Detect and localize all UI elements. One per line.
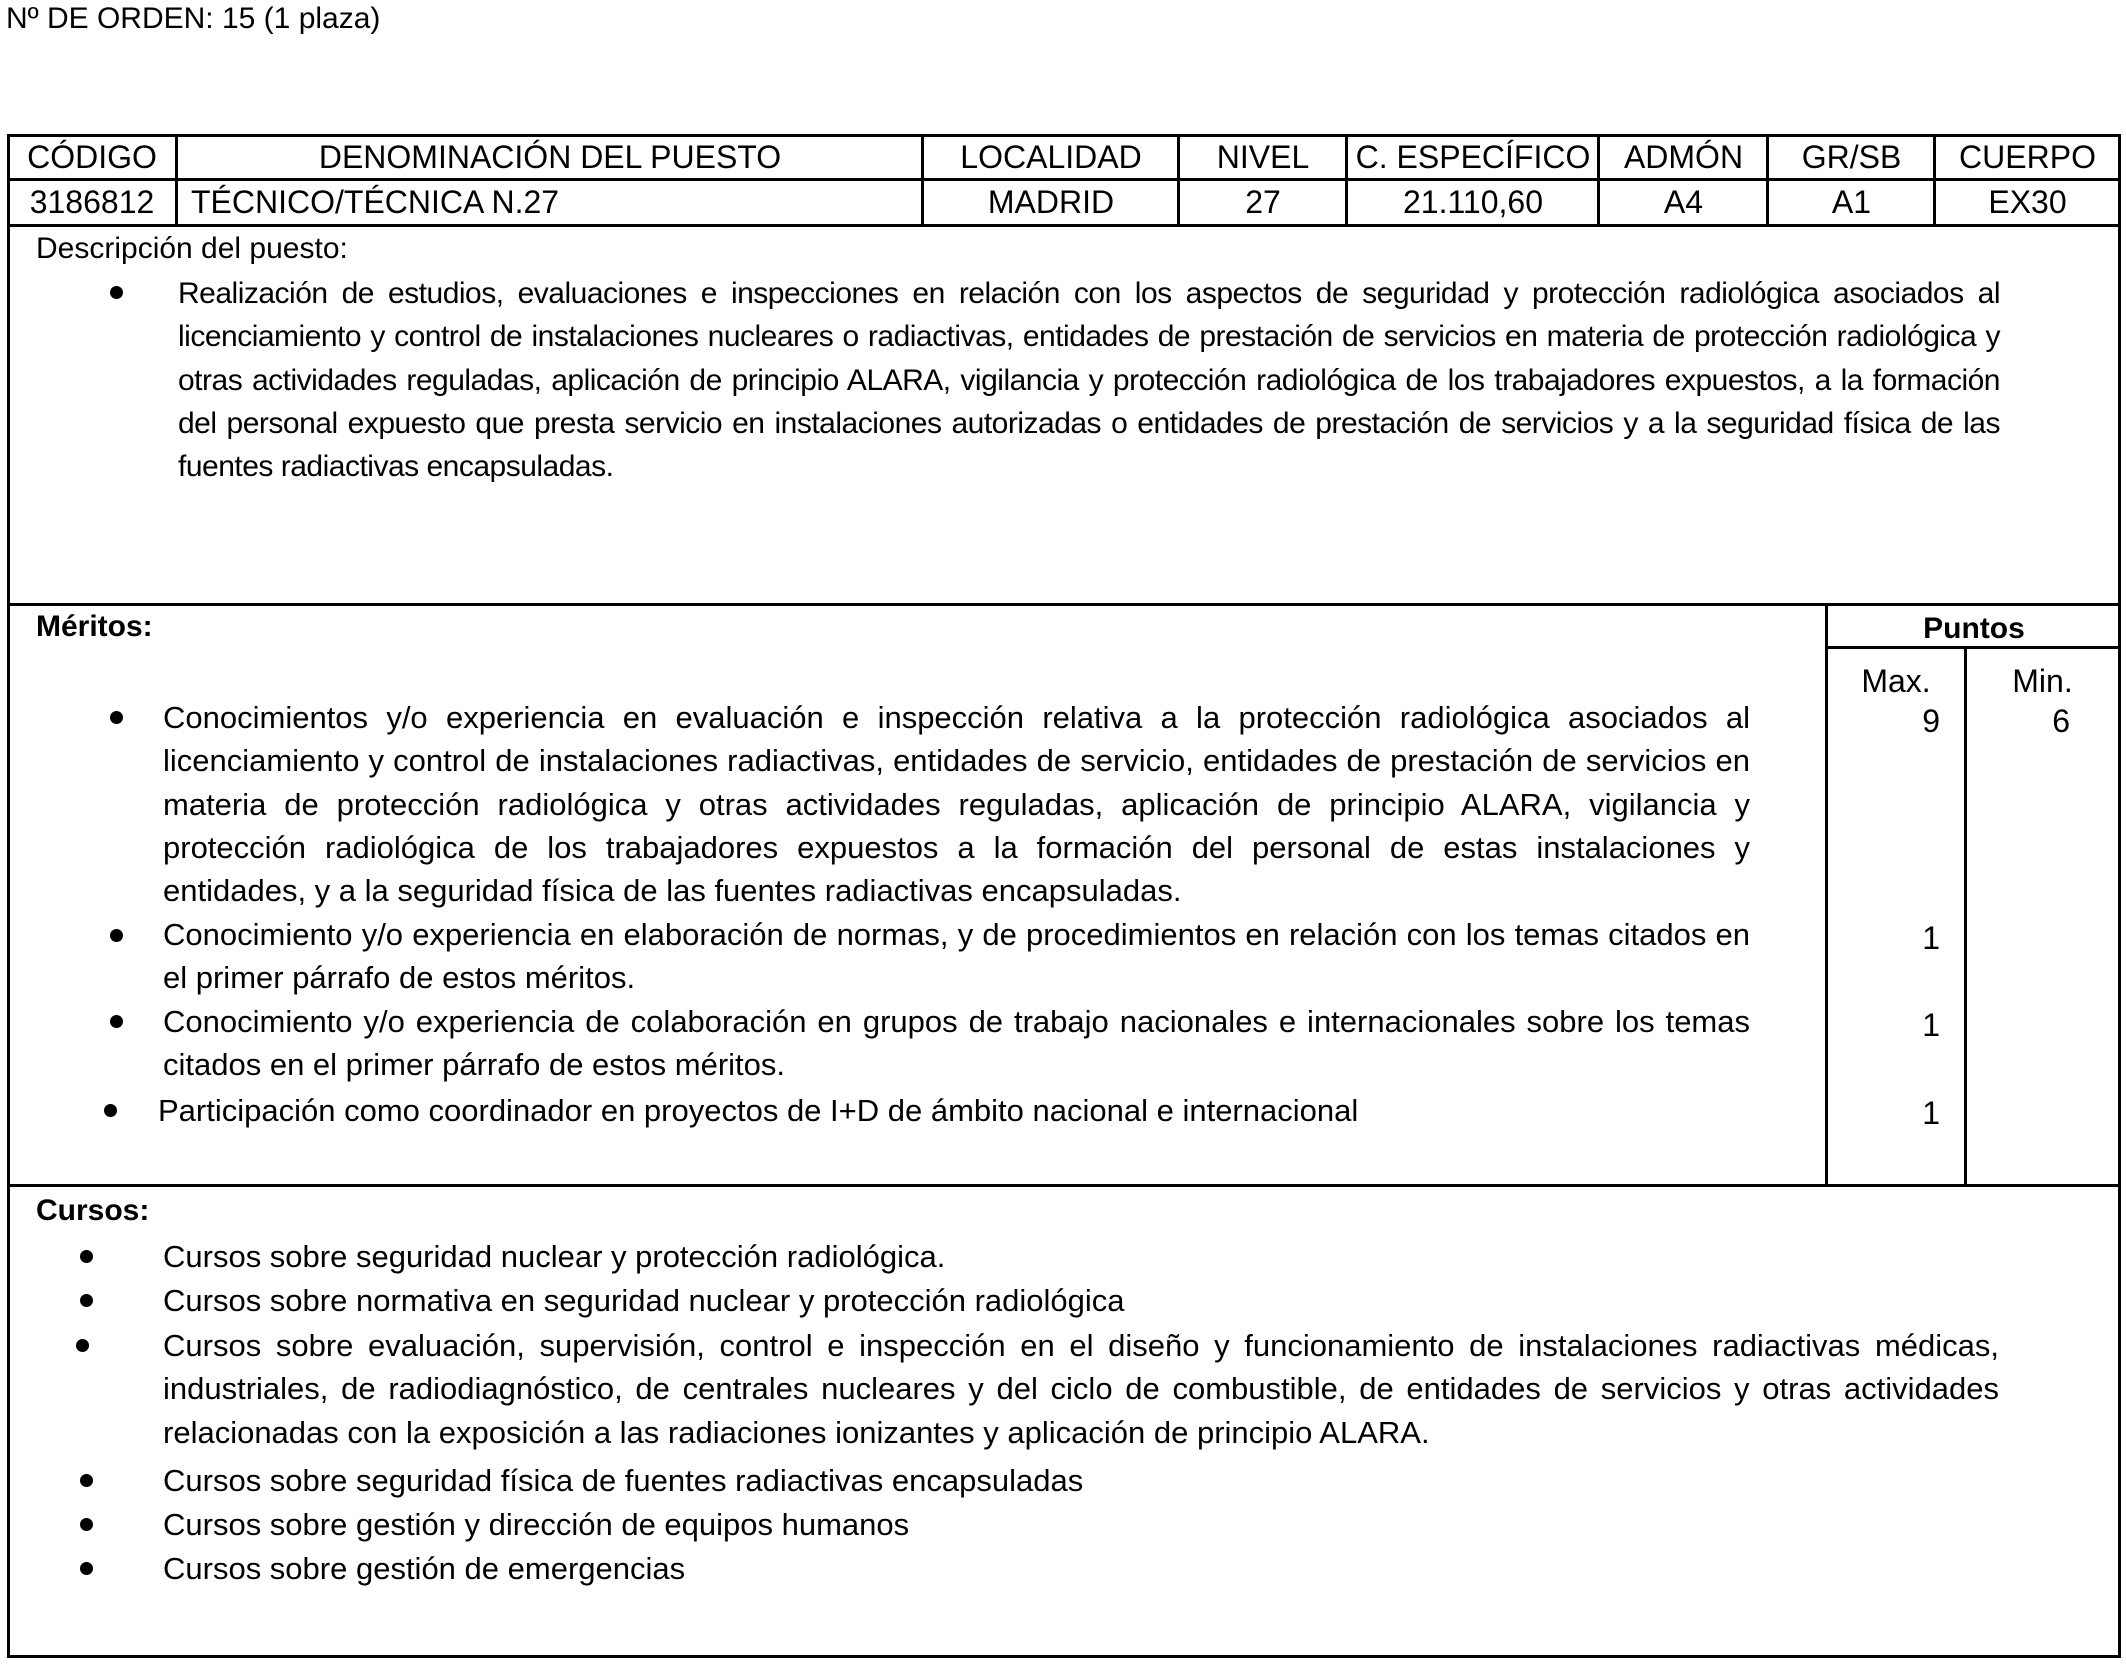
bullet-icon — [110, 711, 123, 724]
bullet-icon — [110, 929, 123, 942]
cell-c-especifico: 21.110,60 — [1403, 184, 1543, 220]
curso-item: Cursos sobre seguridad nuclear y protección radiológica. — [163, 1239, 946, 1274]
merito-max: 1 — [1922, 920, 1940, 956]
meritos-title: Méritos: — [36, 610, 153, 643]
header-cuerpo: CUERPO — [1959, 139, 2096, 175]
max-label: Max. — [1861, 663, 1931, 699]
max-min-divider — [1964, 646, 1967, 1187]
cell-denominacion: TÉCNICO/TÉCNICA N.27 — [191, 184, 560, 220]
merito-max: 1 — [1922, 1007, 1940, 1043]
merito-max: 1 — [1922, 1095, 1940, 1131]
bullet-icon — [80, 1250, 93, 1263]
descripcion-bottom-divider — [7, 603, 2121, 606]
header-denominacion: DENOMINACIÓN DEL PUESTO — [318, 139, 782, 175]
orden-number: Nº DE ORDEN: 15 (1 plaza) — [6, 2, 381, 35]
merito-min: 6 — [2052, 703, 2070, 739]
puntos-label: Puntos — [1923, 612, 2025, 645]
bullet-icon — [80, 1294, 93, 1307]
header-nivel: NIVEL — [1216, 139, 1310, 175]
descripcion-title: Descripción del puesto: — [36, 232, 348, 265]
merito-max: 9 — [1922, 703, 1940, 739]
header-grsb: GR/SB — [1801, 139, 1902, 175]
cell-codigo: 3186812 — [29, 184, 155, 220]
header-localidad: LOCALIDAD — [960, 139, 1142, 175]
curso-item: Cursos sobre seguridad física de fuentes radiactivas encapsuladas — [163, 1463, 1084, 1498]
meritos-bottom-divider — [7, 1184, 2121, 1187]
table-bottom-border — [7, 1655, 2121, 1658]
cursos-title: Cursos: — [36, 1194, 150, 1227]
table-left-border — [7, 134, 10, 1658]
table-right-border — [2118, 134, 2121, 1658]
bullet-icon — [80, 1518, 93, 1531]
bullet-icon — [80, 1474, 93, 1487]
cell-admon: A4 — [1663, 184, 1704, 220]
curso-item: Cursos sobre gestión de emergencias — [163, 1551, 686, 1586]
merito-item: Participación como coordinador en proyectos de I+D de ámbito nacional e internacional — [158, 1093, 1359, 1128]
merito-item: Conocimiento y/o experiencia en elaboración de normas, y de procedimientos en relación con los temas citados en el primer párrafo de estos méritos. — [163, 917, 1750, 996]
cell-grsb: A1 — [1831, 184, 1872, 220]
merito-item: Conocimientos y/o experiencia en evaluación e inspección relativa a la protección radiológica asociados al licenciamiento y control de instalaciones radiactivas, entidades de servicio, entidades de prestación de servicios en materia de protección radiológica y otras actividades reguladas, aplicación de principio ALARA, vigilancia y protección radiológica de los trabajadores expuestos a la formación del personal de estas instalaciones y entidades, y a la seguridad física de las fuentes radiactivas encapsuladas. — [163, 700, 1750, 909]
bullet-icon — [76, 1339, 89, 1352]
curso-item: Cursos sobre evaluación, supervisión, control e inspección en el diseño y funcionamiento de instalaciones radiactivas médicas, industriales, de radiodiagnóstico, de centrales nucleares y del ciclo de combustible, de entidades de servicios y otras actividades relacionadas con la exposición a las radiaciones ionizantes y aplicación de principio ALARA. — [163, 1328, 1999, 1450]
bullet-icon — [110, 286, 123, 299]
header-admon: ADMÓN — [1623, 139, 1744, 175]
bullet-icon — [80, 1562, 93, 1575]
data-row-divider — [7, 224, 2121, 227]
header-c-especifico: C. ESPECÍFICO — [1355, 139, 1591, 175]
curso-item: Cursos sobre gestión y dirección de equipos humanos — [163, 1507, 910, 1542]
descripcion-item: Realización de estudios, evaluaciones e inspecciones en relación con los aspectos de seguridad y protección radiológica asociados al licenciamiento y control de instalaciones nucleares o radiactivas, entidades de prestación de servicios en materia de protección radiológica y otras actividades reguladas, aplicación de principio ALARA, vigilancia y protección radiológica de los trabajadores expuestos, a la formación del personal expuesto que presta servicio en instalaciones autorizadas o entidades de prestación de servicios y a la seguridad física de las fuentes radiactivas encapsuladas. — [178, 277, 2000, 484]
cell-cuerpo: EX30 — [1988, 184, 2067, 220]
bullet-icon — [110, 1015, 123, 1028]
bullet-icon — [104, 1104, 117, 1117]
curso-item: Cursos sobre normativa en seguridad nuclear y protección radiológica — [163, 1283, 1125, 1318]
merito-item: Conocimiento y/o experiencia de colaboración en grupos de trabajo nacionales e internacionales sobre los temas citados en el primer párrafo de estos méritos. — [163, 1004, 1750, 1083]
cell-nivel: 27 — [1245, 184, 1281, 220]
cell-localidad: MADRID — [987, 184, 1115, 220]
min-label: Min. — [2012, 663, 2073, 699]
header-codigo: CÓDIGO — [27, 139, 157, 175]
puntos-divider — [1827, 646, 2121, 649]
